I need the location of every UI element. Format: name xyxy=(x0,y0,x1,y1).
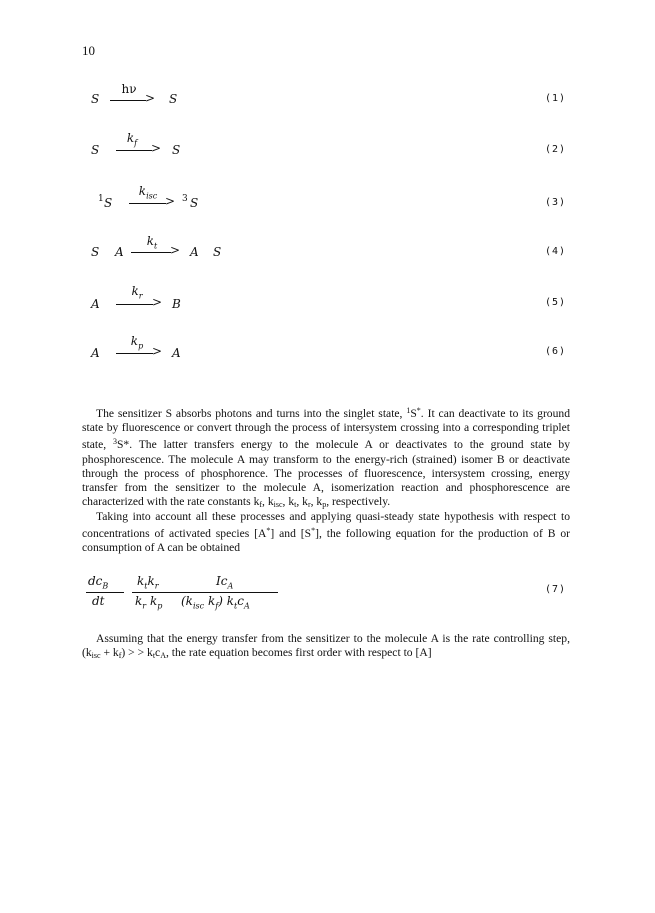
eq6-arrow xyxy=(116,353,153,354)
eq2-rate-k: k xyxy=(126,131,135,145)
eq7-lhs-denominator: dt xyxy=(92,594,105,608)
eq7-mid-denominator: $k_r$ $k_p$ xyxy=(135,594,163,611)
page-number: 10 xyxy=(82,43,95,58)
eq2-number: (2) xyxy=(545,144,567,155)
eq6-rate-sub: p xyxy=(138,341,144,351)
equation-3 xyxy=(0,184,655,224)
paragraph-steady-state: Taking into account all these processes and applying quasi-steady state hypothesis with respect to concentrations of activated species [A*] and [S*], the following equation for the production of B or consumption of A can be obtained xyxy=(82,510,570,555)
equation-6 xyxy=(0,334,655,374)
eq6-rate-label xyxy=(123,334,151,350)
eq3-reactant: S xyxy=(104,196,113,210)
eq3-product-sup: 3 xyxy=(182,194,188,204)
eq5-product: B xyxy=(172,297,181,311)
eq4-rate-sub: t xyxy=(154,241,158,251)
eq2-rate-sub: f xyxy=(134,138,138,148)
eq3-arrow-head: > xyxy=(165,194,176,208)
eq5-rate-sub: r xyxy=(138,291,143,301)
eq7-number: (7) xyxy=(545,584,567,595)
eq4-product-a: A xyxy=(190,245,199,259)
eq3-arrow xyxy=(129,203,166,204)
eq6-reactant: A xyxy=(91,346,100,360)
paragraph-first-order: Assuming that the energy transfer from the sensitizer to the molecule A is the rate controlling step, $(k_{isc} + k_f)$ > > $k_tc_A$, the rate equation becomes first order with respect to [A] xyxy=(82,632,570,661)
eq5-rate-k: k xyxy=(131,284,139,298)
eq5-reactant: A xyxy=(91,297,100,311)
eq7-lhs-numerator: $dc_B$ xyxy=(88,574,109,591)
eq4-number: (4) xyxy=(545,246,567,257)
eq3-product: S xyxy=(190,196,199,210)
eq3-number: (3) xyxy=(545,197,567,208)
eq4-arrow-head: > xyxy=(170,243,181,257)
eq4-reactant-a: A xyxy=(115,245,124,259)
eq6-number: (6) xyxy=(545,346,567,357)
eq6-arrow-head: > xyxy=(152,344,163,358)
eq5-arrow-head: > xyxy=(152,295,163,309)
equation-1 xyxy=(0,82,655,122)
eq7-mid-numerator: $k_tk_r$ xyxy=(137,574,159,591)
eq3-rate-sub: isc xyxy=(146,191,158,201)
equation-4 xyxy=(0,234,655,274)
eq7-main-bar xyxy=(132,592,278,593)
eq7-rhs-numerator: $Ic_A$ xyxy=(216,574,234,591)
eq6-product: A xyxy=(172,346,181,360)
equation-5 xyxy=(0,284,655,324)
eq2-rate-label xyxy=(118,131,146,147)
eq4-rate-k: k xyxy=(146,234,155,248)
eq1-rate-label: hν xyxy=(121,82,137,96)
eq2-arrow xyxy=(116,150,152,151)
eq7-lhs-bar xyxy=(86,592,124,593)
eq7-rhs-denominator: ($k_{isc}$ $k_f$) $k_tc_A$ xyxy=(181,594,250,611)
eq4-arrow xyxy=(131,252,171,253)
eq1-arrow xyxy=(110,100,146,101)
eq1-number: (1) xyxy=(545,93,567,104)
eq1-product: S xyxy=(169,92,178,106)
eq3-rate-label xyxy=(130,184,166,200)
eq3-reactant-sup: 1 xyxy=(98,194,104,204)
paragraph-mechanism: The sensitizer S absorbs photons and turns into the singlet state, $^1$S*. It can deactivate to its ground state by fluorescence or convert through the process of intersystem crossing into a corresponding triplet state, $^3$S*. The latter transfers energy to the molecule A or deactivates to the ground state by phosphorescence. The molecule A may transform to the energy-rich (strained) isomer B or deactivate through the process of phosphorence. The processes of fluorescence, intersystem crossing, energy transfer from the sensitizer to the molecule A, isomerization reaction and phosphorescence are characterized with the rate constants $k_f$, $k_{isc}$, $k_t$, $k_r$, $k_p$, respectively. xyxy=(82,406,570,510)
eq2-arrow-head: > xyxy=(151,141,162,155)
eq3-rate-k: k xyxy=(138,184,147,198)
eq4-product-s: S xyxy=(213,245,222,259)
eq4-reactant-s: S xyxy=(91,245,100,259)
equation-2 xyxy=(0,131,655,171)
eq2-product: S xyxy=(172,143,181,157)
eq1-reactant: S xyxy=(91,92,100,106)
eq5-rate-label xyxy=(123,284,151,300)
equation-7 xyxy=(0,572,655,622)
eq1-arrow-head: > xyxy=(145,91,156,105)
eq2-reactant: S xyxy=(91,143,100,157)
eq5-number: (5) xyxy=(545,297,567,308)
eq5-arrow xyxy=(116,304,153,305)
eq6-rate-k: k xyxy=(130,334,139,348)
eq4-rate-label xyxy=(138,234,166,250)
